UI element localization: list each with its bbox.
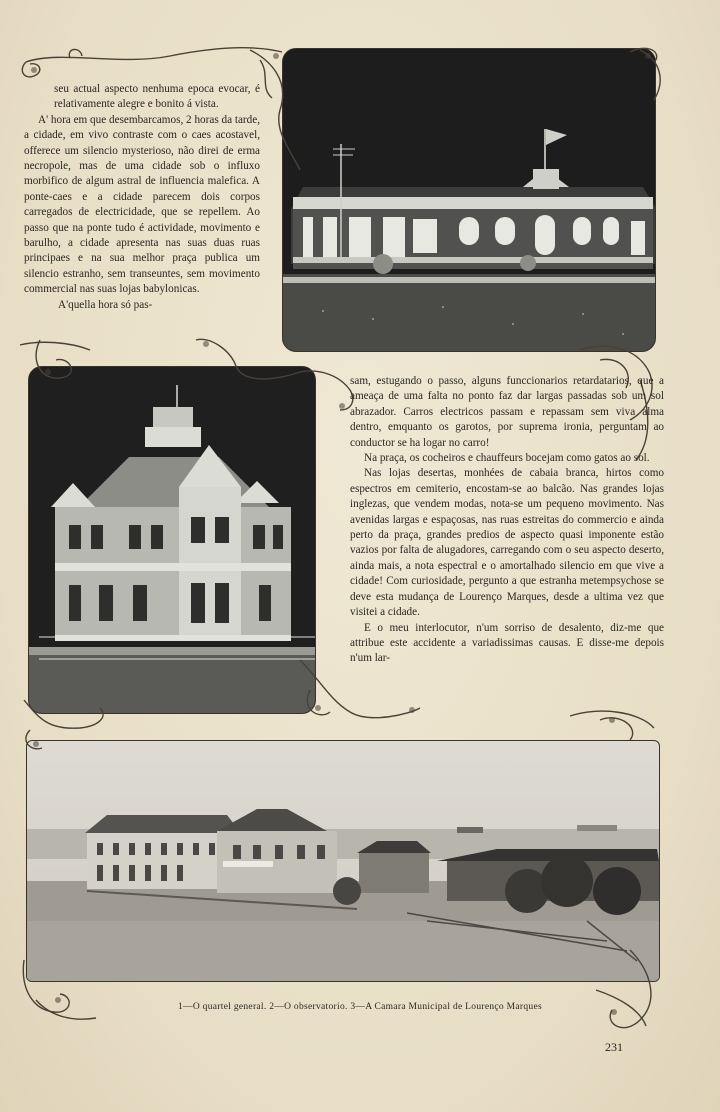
paragraph: E o meu interlocutor, n'um sorriso de desalento, diz-me que attribue este accidente a variadissimas causas. E disse-me depois n'um lar-: [350, 621, 664, 665]
paragraph: Na praça, os cocheiros e chauffeurs bocejam como gatos ao sol.: [364, 452, 650, 465]
figure-caption: 1—O quartel general. 2—O observatorio. 3—A Camara Municipal de Lourenço Marques: [177, 1002, 542, 1012]
page-number: 231: [605, 1040, 623, 1054]
text-column-right: [350, 374, 664, 667]
paragraph: seu actual aspecto nenhuma epoca evocar, é relativamente alegre e bonito á vista.: [54, 83, 260, 111]
photo-camara-municipal: [26, 740, 660, 982]
paragraph: Nas lojas desertas, monhées de cabaia branca, hirtos como espectros em cemiterio, encostam-se ao balcão. Nas grandes lojas inglezas, que vendem modas, nota-se um pequeno movimento. Nas avenidas largas e espaçosas, nas ruas estreitas do commercio e ainda perto da praça, grandes predios de aspecto quasi imponente estão vazios por falta de alugadores, carregando com o seu aspecto deserto, ainda mais, a nota espectral e o amortalhado silencio em que vive a cidade! Com curiosidade, pergunto a que estranha metempsychose se deve esta mudança de Lourenço Marques, desde a ultima vez que visitei a cidade.: [350, 467, 664, 619]
photo-quartel-general: [282, 48, 656, 352]
paragraph: A'quella hora só pas-: [58, 298, 153, 311]
photo-observatorio: [28, 366, 316, 714]
paragraph: A' hora em que desembarcamos, 2 horas da tarde, a cidade, em vivo contraste com o caes acostavel, offerece um silencio mysterioso, não direi de erma necropole, mas de uma cidade sob o influxo morbifico de algum astral de influencia malefica. A ponte-caes e a cidade parecem dois corpos carregados de electricidade, que se repellem. Ao passo que na ponte tudo é actividade, movimento e barulho, a cidade apresenta nas suas duas ruas principaes e na sua melhor praça publica um silencio estranho, sem transeuntes, sem movimento commercial nas suas lojas babylonicas.: [24, 113, 260, 296]
text-column-left: [24, 82, 260, 313]
paragraph: sam, estugando o passo, alguns funccionarios retardatarios, que a ameaça de uma falta no ponto faz dar largas passadas sob um sol abrazador. Carros electricos passam e repassam sem viva alma dentro, emquanto os garotos, por suprema ironia, perguntam ao conductor se ha logar no carro!: [350, 375, 664, 449]
